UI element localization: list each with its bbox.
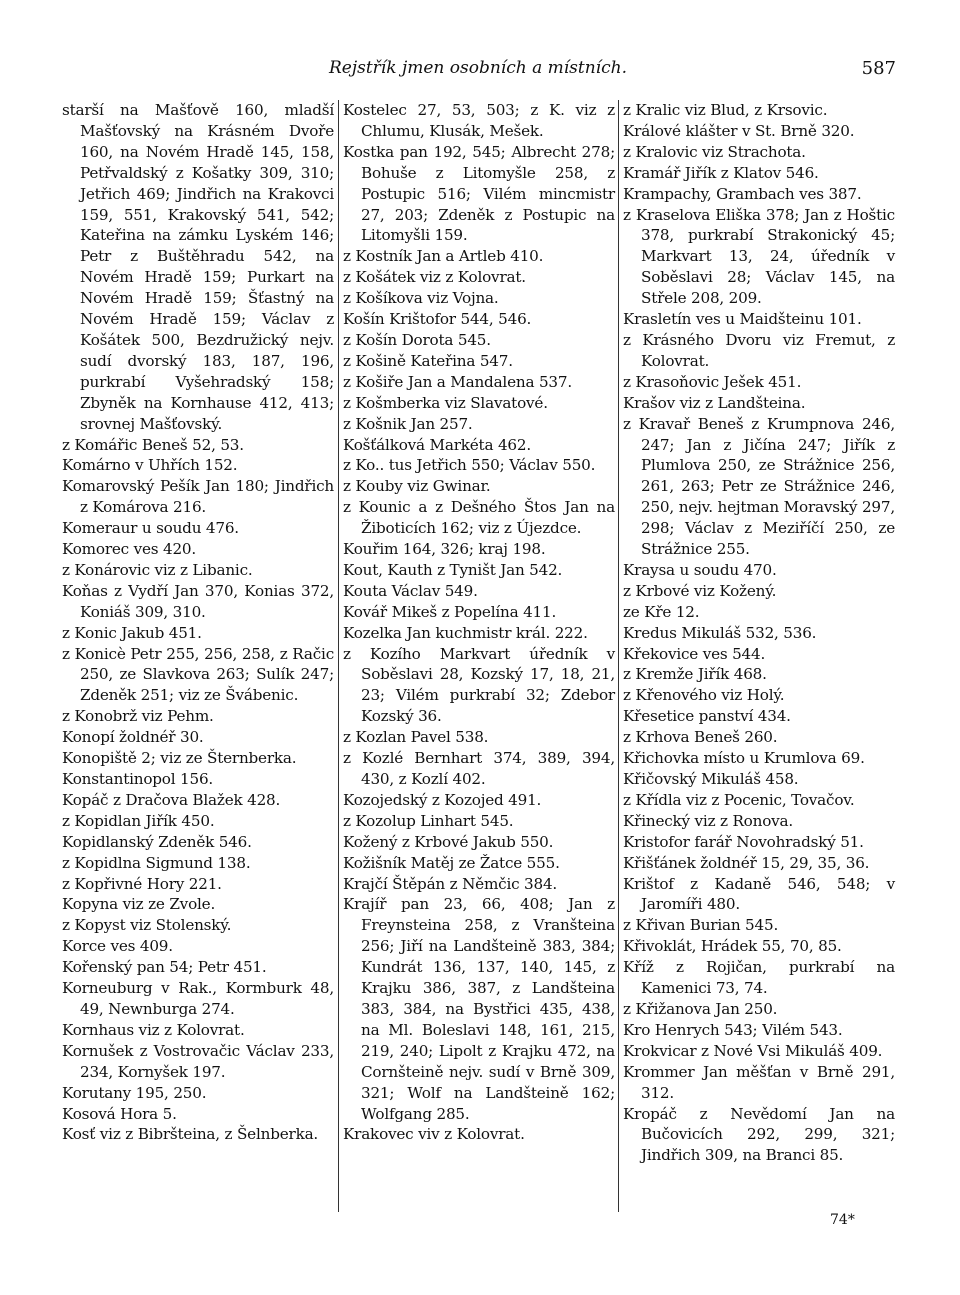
index-entry: Kořenský pan 54; Petr 451. bbox=[62, 958, 267, 977]
index-entry: z Kopidlan Jiřík 450. bbox=[62, 811, 215, 830]
signature-mark: 74* bbox=[830, 1212, 855, 1228]
index-entry: Kříž z Rojičan, purkrabí na Kamenici 73, 74. bbox=[623, 958, 895, 998]
index-entry: Kovář Mikeš z Popelína 411. bbox=[343, 602, 557, 621]
index-entry: Krištof z Kadaně 546, 548; v Jaromíři 480. bbox=[623, 874, 895, 914]
index-entry: Konopí žoldnéř 30. bbox=[62, 728, 204, 747]
index-entry: z Křenového viz Holý. bbox=[623, 686, 785, 705]
index-entry: z Krhova Beneš 260. bbox=[623, 728, 778, 747]
index-entry: z Kozlan Pavel 538. bbox=[343, 728, 489, 747]
index-entry: Krampachy, Grambach ves 387. bbox=[623, 184, 862, 203]
index-entry: Křichovka místo u Krumlova 69. bbox=[623, 749, 865, 768]
index-entry: Kostelec 27, 53, 503; z K. viz z Chlumu, Klusák, Mešek. bbox=[343, 101, 615, 140]
index-entry: Křišťánek žoldnéř 15, 29, 35, 36. bbox=[623, 853, 870, 872]
index-column-3 bbox=[623, 100, 895, 1166]
index-entry: z Kraselova Eliška 378; Jan z Hoštic 378, purkrabí Strakonický 45; Markvart 13, 24, úředník v Soběslavi 28; Václav 145, na Střele 208, 209. bbox=[623, 205, 895, 308]
index-entry: Kopyna viz ze Zvole. bbox=[62, 895, 216, 914]
index-entry: Kopáč z Dračova Blažek 428. bbox=[62, 790, 281, 809]
index-entry: z Kopidlna Sigmund 138. bbox=[62, 853, 251, 872]
index-entry: Krakovec viv z Kolovrat. bbox=[343, 1125, 525, 1144]
index-entry: z Konárovic viz z Libanic. bbox=[62, 560, 253, 579]
index-entry: Kristofor farář Novohradský 51. bbox=[623, 832, 864, 851]
column-divider-right bbox=[618, 100, 619, 1212]
index-entry: Kro Henrych 543; Vilém 543. bbox=[623, 1020, 843, 1039]
index-entry: z Krbové viz Kožený. bbox=[623, 581, 777, 600]
index-entry: Kožišník Matěj ze Žatce 555. bbox=[343, 853, 560, 872]
index-entry: Krokvicar z Nové Vsi Mikuláš 409. bbox=[623, 1041, 883, 1060]
index-entry: z Krasoňovic Ješek 451. bbox=[623, 372, 802, 391]
index-entry: Košín Krištofor 544, 546. bbox=[343, 310, 532, 329]
index-entry: z Komářic Beneš 52, 53. bbox=[62, 435, 244, 454]
index-entry: Kredus Mikuláš 532, 536. bbox=[623, 623, 817, 642]
index-entry: z Kounic a z Dešného Štos Jan na Žiboticích 162; viz z Újezdce. bbox=[343, 498, 615, 538]
index-entry: z Kralic viz Blud, z Krsovic. bbox=[623, 101, 828, 119]
index-entry: z Konic Jakub 451. bbox=[62, 623, 202, 642]
index-entry: Králové klášter v St. Brně 320. bbox=[623, 121, 855, 140]
index-entry: z Kopyst viz Stolenský. bbox=[62, 916, 232, 935]
index-entry: Kraysa u soudu 470. bbox=[623, 560, 777, 579]
index-entry: z Křižanova Jan 250. bbox=[623, 999, 778, 1018]
index-entry: Kouřim 164, 326; kraj 198. bbox=[343, 540, 546, 559]
index-entry: z Kostník Jan a Artleb 410. bbox=[343, 247, 544, 266]
index-entry: Křekovice ves 544. bbox=[623, 644, 766, 663]
index-entry: starší na Mašťově 160, mladší Mašťovský na Krásném Dvoře 160, na Novém Hradě 145, 158, Petřvaldský z Košatky 309, 310; Jetřich 469; Jindřich na Krakovci 159, 551, Krakovský 541, 542; Kateřina na zámku Lyském 146; Petr z Buštěhradu 542, na Novém Hradě 159; Purkart na Novém Hradě 159; Šťastný na Novém Hradě 159; Václav z Košátek 500, Bezdružický nejv. sudí dvorský 183, 187, 196, purkrabí Vyšehradský 158; Zbyněk na Kornhause 412, 413; srovnej Mašťovský. bbox=[62, 101, 334, 433]
index-entry: Krajíř pan 23, 66, 408; Jan z Freynsteina 258, z Vranšteina 256; Jiří na Landšteině 383, 384; Kundrát 136, 137, 140, 145, z Krajku 386, 387, z Landšteina 383, 384, na Bystřici 435, 438, na Ml. Boleslavi 148, 161, 215, 219, 240; Lipolt z Krajku 472, na Cornšteině nejv. sudí v Brně 309, 321; Wolf na Landšteině 162; Wolfgang 285. bbox=[343, 895, 615, 1123]
index-entry: Křičovský Mikuláš 458. bbox=[623, 770, 799, 788]
index-column-2 bbox=[343, 100, 615, 1145]
index-entry: z Kopřivné Hory 221. bbox=[62, 874, 222, 893]
page-number: 587 bbox=[861, 58, 896, 79]
index-entry: Kosová Hora 5. bbox=[62, 1104, 177, 1123]
index-entry: z Kozlé Bernhart 374, 389, 394, 430, z Kozlí 402. bbox=[343, 749, 615, 788]
index-entry: z Košíkova viz Vojna. bbox=[343, 289, 499, 308]
index-entry: z Konobrž viz Pehm. bbox=[62, 707, 214, 726]
index-entry: Konstantinopol 156. bbox=[62, 770, 214, 788]
index-entry: z Kralovic viz Strachota. bbox=[623, 142, 806, 161]
index-entry: z Košiře Jan a Mandalena 537. bbox=[343, 372, 572, 391]
index-entry: Komeraur u soudu 476. bbox=[62, 519, 239, 538]
index-entry: z Kozího Markvart úředník v Soběslavi 28, Kozský 17, 18, 21, 23; Vilém purkrabí 32; Zdebor Kozský 36. bbox=[343, 644, 615, 726]
index-entry: z Košátek viz z Kolovrat. bbox=[343, 268, 526, 287]
index-column-1 bbox=[62, 100, 334, 1145]
index-entry: Kopidlanský Zdeněk 546. bbox=[62, 832, 252, 851]
index-entry: z Křivan Burian 545. bbox=[623, 916, 779, 935]
index-entry: z Košnik Jan 257. bbox=[343, 414, 473, 433]
index-entry: z Kremže Jiřík 468. bbox=[623, 665, 767, 684]
column-divider-left bbox=[338, 100, 339, 1212]
index-entry: Krasletín ves u Maidšteinu 101. bbox=[623, 310, 862, 329]
index-entry: Korce ves 409. bbox=[62, 937, 173, 956]
index-entry: Kout, Kauth z Tyništ Jan 542. bbox=[343, 560, 563, 579]
index-entry: z Kozolup Linhart 545. bbox=[343, 811, 514, 830]
index-entry: Kornušek z Vostrovačic Václav 233, 234, Kornyšek 197. bbox=[62, 1041, 334, 1081]
index-entry: Komárno v Uhřích 152. bbox=[62, 456, 238, 475]
index-entry: Krajčí Štěpán z Němčic 384. bbox=[343, 874, 558, 893]
index-entry: Kožený z Krbové Jakub 550. bbox=[343, 832, 554, 851]
page-header bbox=[60, 58, 896, 88]
index-entry: z Košmberka viz Slavatové. bbox=[343, 393, 548, 412]
index-entry: Krašov viz z Landšteina. bbox=[623, 393, 806, 412]
index-entry: z Kravař Beneš z Krumpnova 246, 247; Jan z Jičína 247; Jiřík z Plumlova 250, ze Strážnice 256, 261, 263; Petr ze Strážnice 246, 250, nejv. hejtman Moravský 297, 298; Václav z Meziříčí 250, ze Strážnice 255. bbox=[623, 414, 895, 559]
index-entry: Kornhaus viz z Kolovrat. bbox=[62, 1020, 245, 1039]
index-entry: Koňas z Vydří Jan 370, Konias 372, Koniáš 309, 310. bbox=[62, 581, 334, 621]
index-entry: Kozelka Jan kuchmistr král. 222. bbox=[343, 623, 588, 642]
index-entry: z Krásného Dvoru viz Fremut, z Kolovrat. bbox=[623, 330, 895, 370]
index-entry: ze Kře 12. bbox=[623, 602, 700, 621]
running-title: Rejstřík jmen osobních a místních. bbox=[328, 58, 627, 78]
index-entry: Korneuburg v Rak., Kormburk 48, 49, Newnburga 274. bbox=[62, 979, 334, 1018]
index-entry: z Konicè Petr 255, 256, 258, z Račic 250, ze Slavkova 263; Sulík 247; Zdeněk 251; viz ze Švábenic. bbox=[62, 644, 334, 705]
index-entry: Kosť viz z Bibršteina, z Šelnberka. bbox=[62, 1125, 319, 1144]
index-entry: Křesetice panství 434. bbox=[623, 707, 791, 726]
index-entry: Křinecký viz z Ronova. bbox=[623, 811, 794, 830]
index-entry: z Ko.. tus Jetřich 550; Václav 550. bbox=[343, 456, 596, 475]
index-entry: Křivoklát, Hrádek 55, 70, 85. bbox=[623, 937, 842, 956]
index-entry: z Kouby viz Gwinar. bbox=[343, 477, 491, 496]
index-entry: Krommer Jan měšťan v Brně 291, 312. bbox=[623, 1062, 895, 1102]
index-entry: z Košín Dorota 545. bbox=[343, 330, 491, 349]
index-entry: Kramář Jiřík z Klatov 546. bbox=[623, 163, 819, 182]
index-entry: Kostka pan 192, 545; Albrecht 278; Bohuše z Litomyšle 258, z Postupic 516; Vilém mincmistr 27, 203; Zdeněk z Postupic na Litomyšli 159. bbox=[343, 142, 615, 245]
index-entry: Kouta Václav 549. bbox=[343, 581, 478, 600]
index-entry: Kozojedský z Kozojed 491. bbox=[343, 790, 542, 809]
index-entry: Komorec ves 420. bbox=[62, 540, 197, 559]
index-entry: z Křídla viz z Pocenic, Tovačov. bbox=[623, 790, 855, 809]
index-entry: z Košině Kateřina 547. bbox=[343, 351, 513, 370]
index-entry: Kropáč z Nevědomí Jan na Bučovicích 292, 299, 321; Jindřich 309, na Branci 85. bbox=[623, 1104, 895, 1165]
index-entry: Konopiště 2; viz ze Šternberka. bbox=[62, 749, 297, 768]
index-entry: Komarovský Pešík Jan 180; Jindřich z Komárova 216. bbox=[62, 477, 334, 517]
index-entry: Košťálková Markéta 462. bbox=[343, 435, 531, 454]
index-entry: Korutany 195, 250. bbox=[62, 1083, 207, 1102]
